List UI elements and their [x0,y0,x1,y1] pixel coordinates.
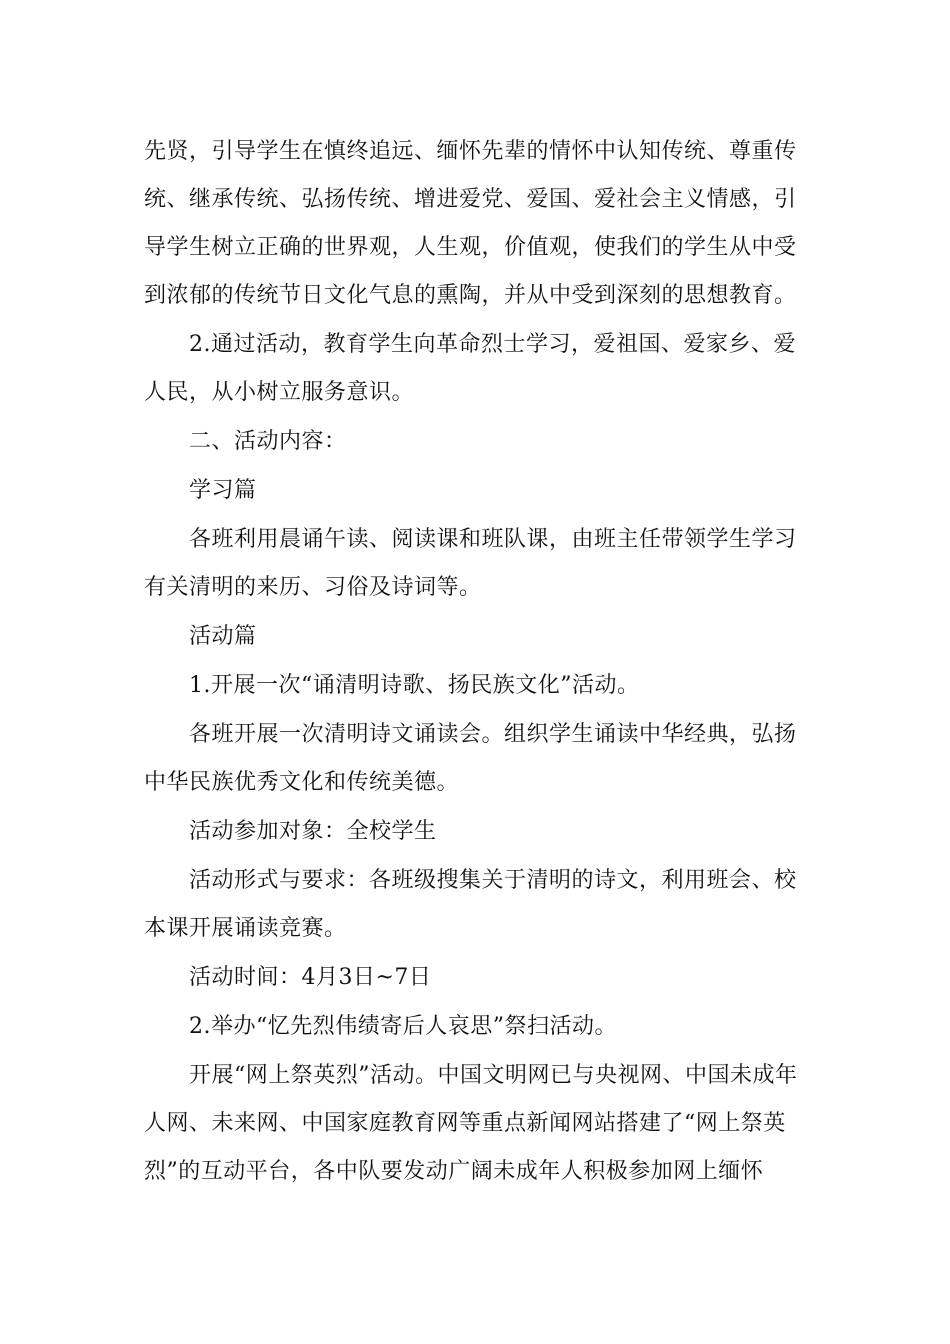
subheading-activities: 活动篇 [189,624,257,649]
paragraph-2: 2.通过活动，教育学生向革命烈士学习，爱祖国、爱家乡、爱人民，从小树立服务意识。 [144,332,796,405]
section-heading-activity-content: 二、活动内容： [189,429,347,454]
document-body [144,128,814,1197]
activity-1-participants: 活动参加对象：全校学生 [189,819,437,844]
activity-1-time: 活动时间：4月3日~7日 [189,965,432,990]
paragraph-study: 各班利用晨诵午读、阅读课和班队课，由班主任带领学生学习有关清明的来历、习俗及诗词等。 [144,527,797,600]
activity-2-description: 开展“网上祭英烈”活动。中国文明网已与央视网、中国未成年人网、未来网、中国家庭教育网等重点新闻网站搭建了“网上祭英烈”的互动平台，各中队要发动广阔未成年人积极参加网上缅怀 [144,1063,798,1184]
paragraph-1: 先贤，引导学生在慎终追远、缅怀先辈的情怀中认知传统、尊重传统、继承传统、弘扬传统、增进爱党、爱国、爱社会主义情感，引导学生树立正确的世界观，人生观，价值观，使我们的学生从中受到浓郁的传统节日文化气息的熏陶，并从中受到深刻的思想教育。 [144,139,797,308]
activity-1-requirements: 活动形式与要求：各班级搜集关于清明的诗文，利用班会、校本课开展诵读竞赛。 [144,868,797,941]
activity-2-title: 2.举办“忆先烈伟绩寄后人哀思”祭扫活动。 [189,1014,617,1039]
activity-1-title: 1.开展一次“诵清明诗歌、扬民族文化”活动。 [189,673,640,698]
subheading-study: 学习篇 [189,478,257,503]
activity-1-description: 各班开展一次清明诗文诵读会。组织学生诵读中华经典，弘扬中华民族优秀文化和传统美德。 [144,722,797,795]
